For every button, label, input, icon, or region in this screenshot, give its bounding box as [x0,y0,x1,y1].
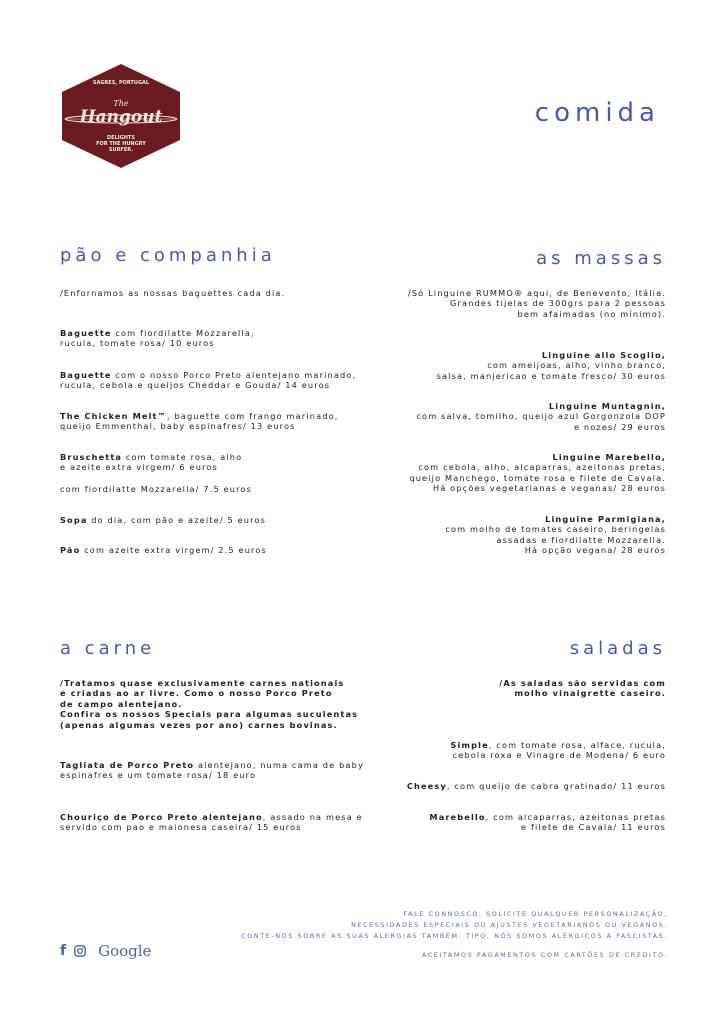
hangout-logo [60,62,182,170]
menu-item: Tagliata de Porco Preto alentejano, numa cama de baby espinafres e um tomate rosa/ 18 euro [60,760,364,781]
google-link[interactable]: Google [98,942,152,960]
massas-intro: /Só Linguine RUMMO® aqui, de Benevento, Itália. Grandes tijelas de 300grs para 2 pessoas bem afaimadas (no mínimo). [407,288,666,319]
menu-item: Linguine Muntagnin, com salva, tomilho, queijo azul Gorgonzola DOP e nozes/ 29 euros [416,401,666,432]
logo-tagline-3: SURFER. [108,147,134,153]
logo-tagline-1: DELIGHTS [107,135,135,141]
menu-item: Linguine Parmigiana, com molho de tomates caseiro, beringelas assadas e fiordilatte Mozzarella. Há opção vegana/ 28 euros [445,514,666,556]
page-title: comida [534,98,660,128]
pao-intro: /Enfornamos as nossas baguettes cada dia. [60,288,286,298]
menu-item: Chouriço de Porco Preto alentejano, assado na mesa e servido com pao e maionesa caseira/ 15 euros [60,812,363,833]
menu-item: Linguine Marebello, com cebola, alho, alcaparras, azeitonas pretas, queijo Manchego, tomate rosa e filete de Cavala. Há opções vegetarianas e veganas/ 28 euros [409,452,666,494]
menu-item: Simple, com tomate rosa, alface, rucula, cebola roxa e Vinagre de Modena/ 6 euro [450,740,666,761]
menu-item-variant: com fiordilatte Mozzarella/ 7.5 euros [60,484,252,494]
menu-item: Baguette com fiordilatte Mozzarella, rucula, tomate rosa/ 10 euros [60,328,255,349]
menu-item: Marebello, com alcaparras, azeitonas pretas e filete de Cavala/ 11 euros [429,812,666,833]
menu-item: Pão com azeite extra virgem/ 2.5 euros [60,545,267,555]
facebook-icon[interactable]: f [60,943,67,959]
saladas-intro: /As saladas são servidas com molho vinaigrette caseiro. [499,678,666,699]
menu-item: Sopa do dia, com pão e azeite/ 5 euros [60,515,267,525]
logo-name-small: The [113,99,129,108]
menu-item: Linguine allo Scoglio, com ameijoas, alho, vinho branco, salsa, manjericao e tomate fresco/ 30 euros [436,350,666,381]
section-title-carne: a carne [60,638,156,659]
social-links [60,942,151,960]
menu-item: The Chicken Melt™, baguette com frango marinado, queijo Emmenthal, baby espinafres/ 13 euros [60,411,339,432]
menu-item: Bruschetta com tomate rosa, alho e azeite extra virgem/ 6 euros [60,452,243,473]
menu-item: Cheesy, com queijo de cabra gratinado/ 11 euros [406,781,666,791]
section-title-pao: pão e companhia [60,245,276,266]
footer-note: FALE CONNOSCO. SOLICITE QUALQUER PERSONALIZAÇÃO, NECESSIDADES ESPECIAIS OU AJUSTES VEGETARIANOS OU VEGANOS. CONTE-NOS SOBRE AS SUAS ALERGIAS TAMBÉM. TIPO, NÓS SOMOS ALÉRGICOS A FASCISTAS. [241,910,668,940]
instagram-icon[interactable] [74,945,86,957]
logo-name: Hangout [79,107,163,127]
section-title-saladas: saladas [569,638,666,659]
menu-item: Baguette com o nosso Porco Preto alentejano marinado, rucula, cebola e queijos Cheddar e Gouda/ 14 euros [60,370,357,391]
logo-tagline-2: FOR THE HUNGRY [96,141,146,147]
section-title-massas: as massas [536,248,666,269]
carne-intro: /Tratamos quase exclusivamente carnes nationais e criadas ao ar livre. Como o nosso Porco Preto de campo alentejano. Confira os nossos Specials para algumas suculentas (apenas algumas vezes por ano) carnes bovinas. [60,678,359,730]
logo-location: SAGRES, PORTUGAL [92,80,150,86]
footer-payment: ACEITAMOS PAGAMENTOS COM CARTÕES DE CREDITO. [421,951,668,959]
